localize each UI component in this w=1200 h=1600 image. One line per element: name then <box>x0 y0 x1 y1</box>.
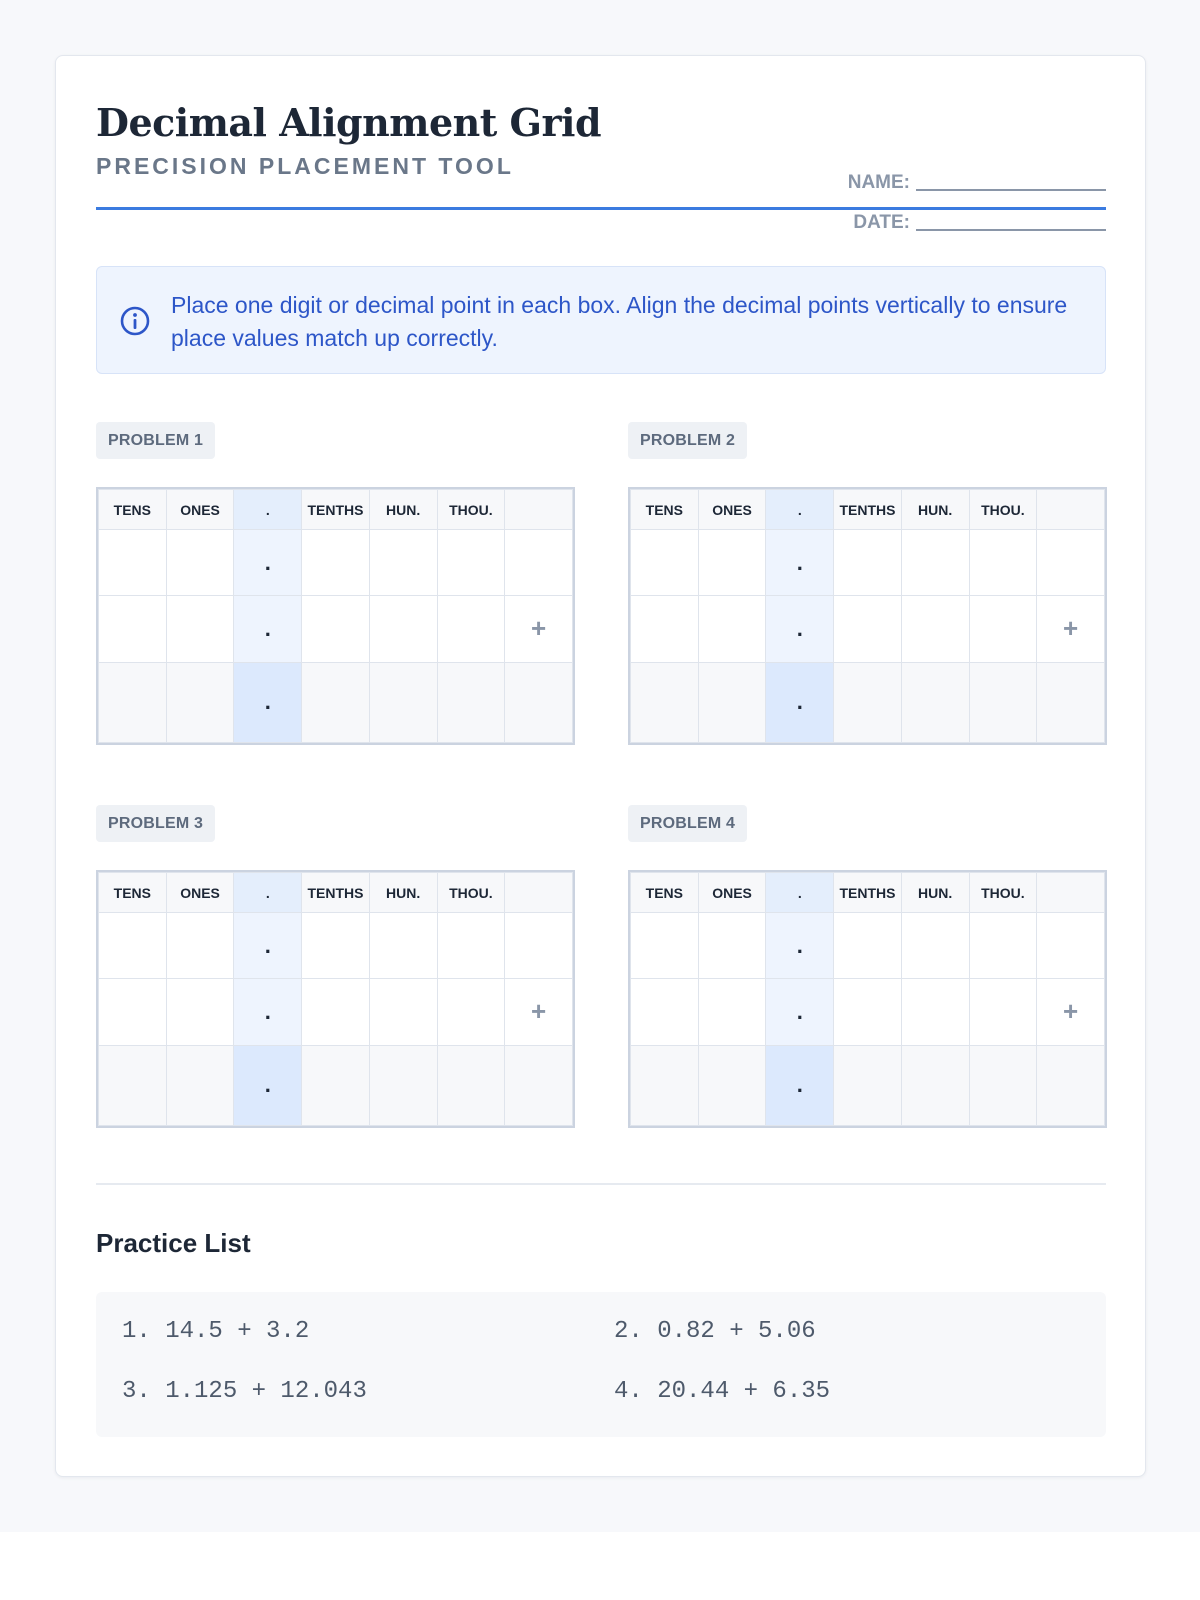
problem-1-grid <box>96 487 575 745</box>
date-blank-line[interactable] <box>916 229 1106 231</box>
column-header-hundredths: HUN. <box>901 490 969 530</box>
problem-4-label: PROBLEM 4 <box>628 805 747 842</box>
digit-cell[interactable] <box>834 530 902 596</box>
column-header-operator <box>1037 873 1105 913</box>
date-field[interactable] <box>853 212 1106 234</box>
digit-cell[interactable] <box>901 913 969 979</box>
column-header-tenths: TENTHS <box>302 873 370 913</box>
answer-cell[interactable] <box>437 1045 505 1125</box>
digit-cell[interactable] <box>834 979 902 1045</box>
digit-cell[interactable] <box>369 979 437 1045</box>
digit-cell[interactable] <box>302 913 370 979</box>
digit-cell[interactable] <box>437 913 505 979</box>
digit-cell[interactable] <box>631 596 699 662</box>
digit-cell[interactable] <box>369 530 437 596</box>
answer-decimal-point: . <box>234 1045 302 1125</box>
digit-cell[interactable] <box>99 913 167 979</box>
column-header-operator <box>505 873 573 913</box>
digit-cell[interactable] <box>437 596 505 662</box>
answer-cell[interactable] <box>166 1045 234 1125</box>
column-header-thousandths: THOU. <box>969 873 1037 913</box>
name-blank-line[interactable] <box>916 189 1106 191</box>
problem-2-label: PROBLEM 2 <box>628 422 747 459</box>
operator-cell <box>505 530 573 596</box>
answer-cell[interactable] <box>302 662 370 742</box>
digit-cell[interactable] <box>437 979 505 1045</box>
column-header-decimal: . <box>234 490 302 530</box>
column-header-tens: TENS <box>99 873 167 913</box>
digit-cell[interactable] <box>969 913 1037 979</box>
operator-cell <box>1037 530 1105 596</box>
problem-3-grid <box>96 870 575 1128</box>
digit-cell[interactable] <box>901 596 969 662</box>
worksheet-header <box>96 100 1106 233</box>
answer-cell[interactable] <box>99 662 167 742</box>
answer-cell[interactable] <box>1037 1045 1105 1125</box>
page-subtitle: PRECISION PLACEMENT TOOL <box>96 153 514 179</box>
practice-item-2: 2. 0.82 + 5.06 <box>614 1318 816 1345</box>
digit-cell[interactable] <box>969 979 1037 1045</box>
answer-cell[interactable] <box>302 1045 370 1125</box>
answer-decimal-point: . <box>766 1045 834 1125</box>
worksheet <box>55 55 1146 1477</box>
digit-cell[interactable] <box>99 530 167 596</box>
column-header-hundredths: HUN. <box>901 873 969 913</box>
decimal-point: . <box>234 596 302 662</box>
answer-cell[interactable] <box>631 1045 699 1125</box>
digit-cell[interactable] <box>698 913 766 979</box>
answer-cell[interactable] <box>505 662 573 742</box>
section-divider <box>96 1183 1106 1185</box>
column-header-thousandths: THOU. <box>437 490 505 530</box>
digit-cell[interactable] <box>99 596 167 662</box>
column-header-tenths: TENTHS <box>302 490 370 530</box>
practice-item-3: 3. 1.125 + 12.043 <box>122 1378 367 1405</box>
problem-2-grid <box>628 487 1107 745</box>
column-header-tens: TENS <box>99 490 167 530</box>
answer-cell[interactable] <box>505 1045 573 1125</box>
problem-3-label: PROBLEM 3 <box>96 805 215 842</box>
answer-cell[interactable] <box>99 1045 167 1125</box>
instructions-callout <box>96 266 1106 374</box>
answer-cell[interactable] <box>901 662 969 742</box>
column-header-tens: TENS <box>631 873 699 913</box>
decimal-point: . <box>234 913 302 979</box>
digit-cell[interactable] <box>901 979 969 1045</box>
answer-cell[interactable] <box>369 662 437 742</box>
column-header-ones: ONES <box>698 873 766 913</box>
page-title: Decimal Alignment Grid <box>96 100 602 145</box>
digit-cell[interactable] <box>901 530 969 596</box>
digit-cell[interactable] <box>369 596 437 662</box>
operator-cell <box>1037 913 1105 979</box>
answer-cell[interactable] <box>834 1045 902 1125</box>
practice-item-1: 1. 14.5 + 3.2 <box>122 1318 310 1345</box>
answer-cell[interactable] <box>969 662 1037 742</box>
answer-cell[interactable] <box>969 1045 1037 1125</box>
column-header-hundredths: HUN. <box>369 873 437 913</box>
problem-1-label: PROBLEM 1 <box>96 422 215 459</box>
column-header-decimal: . <box>766 490 834 530</box>
answer-decimal-point: . <box>766 662 834 742</box>
digit-cell[interactable] <box>369 913 437 979</box>
answer-cell[interactable] <box>698 662 766 742</box>
column-header-thousandths: THOU. <box>969 490 1037 530</box>
digit-cell[interactable] <box>437 530 505 596</box>
answer-cell[interactable] <box>698 1045 766 1125</box>
digit-cell[interactable] <box>166 530 234 596</box>
decimal-point: . <box>766 596 834 662</box>
digit-cell[interactable] <box>302 596 370 662</box>
digit-cell[interactable] <box>166 596 234 662</box>
answer-cell[interactable] <box>1037 662 1105 742</box>
column-header-operator <box>1037 490 1105 530</box>
digit-cell[interactable] <box>969 596 1037 662</box>
column-header-decimal: . <box>766 873 834 913</box>
column-header-tenths: TENTHS <box>834 873 902 913</box>
answer-cell[interactable] <box>834 662 902 742</box>
operator-cell <box>505 913 573 979</box>
practice-list <box>96 1292 1106 1437</box>
digit-cell[interactable] <box>834 913 902 979</box>
column-header-tens: TENS <box>631 490 699 530</box>
answer-cell[interactable] <box>631 662 699 742</box>
column-header-thousandths: THOU. <box>437 873 505 913</box>
name-field[interactable] <box>848 172 1106 194</box>
digit-cell[interactable] <box>969 530 1037 596</box>
decimal-point: . <box>766 530 834 596</box>
instructions-text: Place one digit or decimal point in each box. Align the decimal points vertically to ensure place values match up correctly. <box>171 292 1068 351</box>
decimal-point: . <box>234 979 302 1045</box>
answer-cell[interactable] <box>901 1045 969 1125</box>
digit-cell[interactable] <box>302 530 370 596</box>
plus-sign: + <box>505 979 573 1045</box>
digit-cell[interactable] <box>631 530 699 596</box>
practice-list-title: Practice List <box>96 1228 251 1258</box>
decimal-point: . <box>234 530 302 596</box>
decimal-point: . <box>766 913 834 979</box>
plus-sign: + <box>505 596 573 662</box>
column-header-ones: ONES <box>166 490 234 530</box>
digit-cell[interactable] <box>631 913 699 979</box>
digit-cell[interactable] <box>698 596 766 662</box>
column-header-tenths: TENTHS <box>834 490 902 530</box>
decimal-point: . <box>766 979 834 1045</box>
name-label: NAME: <box>847 172 910 193</box>
digit-cell[interactable] <box>166 913 234 979</box>
digit-cell[interactable] <box>302 979 370 1045</box>
date-label: DATE: <box>853 212 910 233</box>
digit-cell[interactable] <box>698 530 766 596</box>
plus-sign: + <box>1037 979 1105 1045</box>
info-icon <box>119 305 151 337</box>
digit-cell[interactable] <box>698 979 766 1045</box>
digit-cell[interactable] <box>631 979 699 1045</box>
column-header-operator <box>505 490 573 530</box>
answer-cell[interactable] <box>166 662 234 742</box>
digit-cell[interactable] <box>834 596 902 662</box>
answer-cell[interactable] <box>437 662 505 742</box>
plus-sign: + <box>1037 596 1105 662</box>
column-header-ones: ONES <box>698 490 766 530</box>
practice-item-4: 4. 20.44 + 6.35 <box>614 1378 831 1405</box>
problem-4-grid <box>628 870 1107 1128</box>
answer-cell[interactable] <box>369 1045 437 1125</box>
column-header-hundredths: HUN. <box>369 490 437 530</box>
digit-cell[interactable] <box>99 979 167 1045</box>
answer-decimal-point: . <box>234 662 302 742</box>
digit-cell[interactable] <box>166 979 234 1045</box>
column-header-ones: ONES <box>166 873 234 913</box>
column-header-decimal: . <box>234 873 302 913</box>
